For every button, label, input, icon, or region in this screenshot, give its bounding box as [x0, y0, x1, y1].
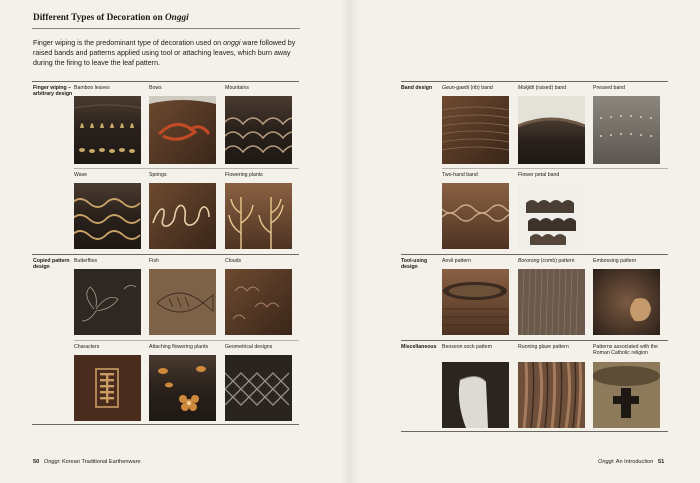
photo-embossing-pattern	[593, 269, 660, 335]
left-footer: 50 Onggi: Korean Traditional Earthenware	[33, 459, 141, 465]
item-label: Two-hand band	[442, 172, 478, 178]
item-label: Pressed band	[593, 85, 626, 91]
item-label: Mountains	[225, 85, 249, 91]
section-rule	[32, 81, 299, 82]
category-label: Copied pattern design	[33, 258, 70, 271]
item-label: Flowering plants	[225, 172, 263, 178]
photo-pressed-band	[593, 96, 660, 164]
page-gutter	[340, 0, 360, 483]
photo-butterflies	[74, 269, 141, 335]
item-label: Bamboo leaves	[74, 85, 110, 91]
item-label: Springs	[149, 172, 167, 178]
item-label: Bows	[149, 85, 162, 91]
page-title: Different Types of Decoration on Onggi	[33, 13, 189, 23]
row-rule	[74, 168, 299, 169]
photo-bororong-comb-pattern	[518, 269, 585, 335]
section-rule	[401, 254, 668, 255]
section-rule	[401, 81, 668, 82]
item-label: Clouds	[225, 258, 242, 264]
photo-mountains	[225, 96, 292, 164]
item-label: Geun-gaetti (rib) band	[442, 85, 493, 91]
photo-running-glaze-pattern	[518, 362, 585, 428]
right-footer: Onggi: An Introduction 51	[598, 459, 665, 465]
photo-characters	[74, 355, 141, 421]
photo-roman-catholic-patterns	[593, 362, 660, 428]
photo-beoseon-sock-pattern	[442, 362, 509, 428]
item-label: Butterflies	[74, 258, 98, 264]
photo-bamboo-leaves	[74, 96, 141, 164]
photo-anvil-pattern	[442, 269, 509, 335]
item-label: Geometrical designs	[225, 344, 273, 350]
item-label: Flower petal band	[518, 172, 560, 178]
photo-attaching-flowering-plants	[149, 355, 216, 421]
item-label: Patterns associated with the Roman Catholic religion	[593, 344, 658, 357]
row-rule	[442, 168, 668, 169]
item-label: Mokjitti (raised) band	[518, 85, 567, 91]
item-label: Running glaze pattern	[518, 344, 569, 350]
category-label: Finger wiping – arbitrary design	[33, 85, 73, 98]
intro-paragraph: Finger wiping is the predominant type of decoration used on onggi ware followed by raised bands and patterns applied using tool or attaching leaves, which burn away during the firing to leave the leaf pattern.	[33, 39, 296, 67]
category-label: Band design	[401, 85, 433, 91]
item-label: Beoseon sock pattern	[442, 344, 493, 350]
photo-wave	[74, 183, 141, 249]
item-label: Attaching flowering plants	[149, 344, 209, 350]
item-label: Wave	[74, 172, 88, 178]
photo-fish	[149, 269, 216, 335]
item-label: Bororong (comb) pattern	[518, 258, 575, 264]
title-rule	[32, 28, 300, 29]
item-label: Anvil pattern	[442, 258, 471, 264]
category-label: Miscellaneous	[401, 344, 437, 350]
photo-clouds	[225, 269, 292, 335]
row-rule	[74, 340, 299, 341]
photo-geun-gaetti-rib-band	[442, 96, 509, 164]
section-rule	[401, 340, 668, 341]
section-rule	[401, 431, 668, 432]
photo-bows	[149, 96, 216, 164]
item-label: Embossing pattern	[593, 258, 637, 264]
photo-flower-petal-band	[518, 183, 585, 249]
photo-springs	[149, 183, 216, 249]
photo-mokjitti-raised-band	[518, 96, 585, 164]
photo-two-hand-band	[442, 183, 509, 249]
section-rule	[32, 424, 299, 425]
category-label: Tool-using design	[401, 258, 428, 271]
item-label: Fish	[149, 258, 159, 264]
item-label: Characters	[74, 344, 100, 350]
photo-geometrical-designs	[225, 355, 292, 421]
section-rule	[32, 254, 299, 255]
photo-flowering-plants	[225, 183, 292, 249]
